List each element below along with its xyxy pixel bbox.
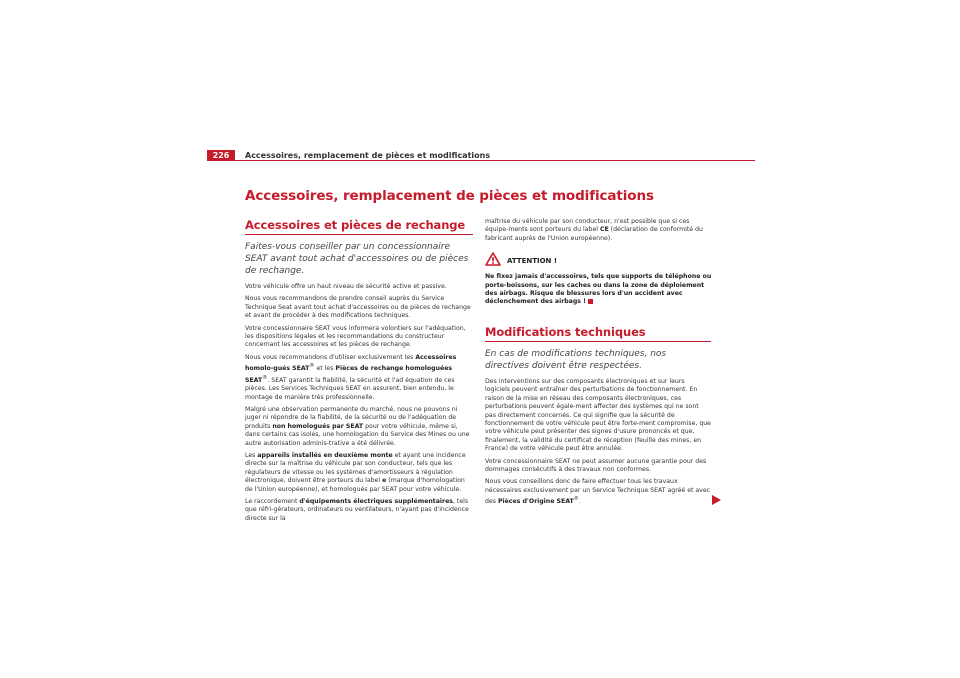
bold-term: Pièces de rechange homologuées SEAT (245, 365, 453, 384)
paragraph: Votre véhicule offre un haut niveau de sécurité active et passive. (245, 283, 447, 290)
text-span: maîtrise du véhicule par son conducteur, n'est possible que si ces équipe-ments sont porteurs du label (485, 218, 690, 234)
paragraph (485, 218, 713, 243)
text-span: (marque d'homologation de l'Union européenne), et homologués par SEAT pour votre véhicule. (245, 477, 465, 493)
bold-term: Pièces d'Origine SEAT (497, 498, 574, 506)
registered-mark: ® (262, 374, 268, 381)
heading-rule (485, 341, 711, 342)
paragraph: Nous vous recommandons de prendre conseil auprès du Service Technique Seat avant tout achat d'accessoires ou de pièces de rechange et avant de procéder à des modifications techniques. (245, 295, 471, 320)
section-heading-accessories: Accessoires et pièces de rechange (245, 218, 466, 232)
bold-term: non homologués par SEAT (272, 422, 364, 430)
paragraph (245, 354, 473, 402)
bold-term: appareils installés en deuxième monte (257, 452, 393, 460)
text-span: Les (245, 452, 258, 460)
text-span: Le raccordement (245, 498, 300, 506)
text-span: Malgré une observation permanente du marché, nous ne pouvons ni juger ni répondre de la fiabilité, de la sécurité ou de l'adéquation de produits (245, 406, 458, 430)
warning-text-block (485, 273, 713, 307)
section-lead: Faites-vous conseiller par un concessionnaire SEAT avant tout achat d'accessoires ou de pièces de rechange. (245, 242, 469, 276)
page-title: Accessoires, remplacement de pièces et modifications (245, 188, 654, 204)
left-column (245, 218, 473, 527)
warning-text: Ne fixez jamais d'accessoires, tels que supports de téléphone ou porte-boissons, sur les caches ou dans la zone de déploiement des airbags. Risque de blessures lors d'un accident avec déclenchement des airbags ! (485, 273, 712, 306)
paragraph: Votre concessionnaire SEAT vous informera volontiers sur l'adéquation, les dispositions légales et les recommandations du constructeur concernant les accessoires et les pièces de rechange. (245, 324, 466, 349)
registered-mark: ® (573, 496, 579, 503)
text-span: . (578, 498, 581, 506)
section-heading-modifications: Modifications techniques (485, 325, 646, 339)
warning-header (485, 251, 713, 270)
registered-mark: ® (309, 363, 315, 370)
paragraph (485, 478, 711, 506)
paragraph: Votre concessionnaire SEAT ne peut assumer aucune garantie pour des dommages consécutifs à des travaux non conformes. (485, 457, 707, 474)
paragraph (245, 406, 473, 448)
text-span: . SEAT garantit la fiabilité, la sécurité et l'ad équation de ces pièces. Les Services Techniques SEAT en assurent, bien entendu, le montage de manière très professionnelle. (245, 376, 455, 401)
text-span: et les (314, 365, 336, 373)
text-span: Nous vous recommandons d'utiliser exclusivement les (245, 353, 416, 361)
next-page-arrow-icon[interactable] (711, 490, 721, 509)
text-span: , tels que réfri-gérateurs, ordinateurs ou ventilateurs, n'ayant pas d'incidence directe sur la (245, 498, 469, 522)
bold-term: e (382, 477, 387, 485)
section-lead: En cas de modifications techniques, nos directives doivent être respectées. (485, 349, 667, 371)
section-technical-modifications (485, 325, 711, 511)
text-span: (déclaration de conformité du fabricant auprès de l'Union européenne). (485, 226, 703, 242)
paragraph (245, 498, 473, 523)
text-span: pour votre véhicule, même si, dans certains cas isolés, une homologation du Service des Mines ou une autre autorisation adminis-trative a été délivrée. (245, 422, 470, 447)
warning-triangle-icon (485, 251, 501, 270)
paragraph (245, 452, 473, 494)
running-head: Accessoires, remplacement de pièces et modifications (245, 151, 491, 160)
heading-rule (245, 234, 473, 235)
bold-term: d'équipements électriques supplémentaires (299, 498, 453, 506)
page-number: 226 (207, 150, 235, 161)
warning-title: ATTENTION ! (507, 256, 558, 265)
bold-term: CE (599, 226, 609, 234)
warning-box (485, 251, 713, 307)
paragraph: Des interventions sur des composants électroniques et sur leurs logiciels peuvent entraîner des perturbations de fonctionnement. En raison de la mise en réseau des composants électroniques, ces perturbations peuvent égale-ment affecter des systèmes qui ne sont pas directement concernés. Ce qui signifie que la sécurité de fonctionnement de votre véhicule peut être forte-ment compromise, que votre véhicule peut présenter des signes d'usure prononcés et que, finalement, la validité du certificat de réception (feuille des mines, en France) de votre véhicule peut être annulée. (485, 378, 711, 453)
bold-term: Accessoires homolo-gués SEAT (245, 353, 457, 373)
text-span: et ayant une incidence directe sur la maîtrise du véhicule par son conducteur, tels que les régulateurs de vitesse ou les systèmes d'amortisseurs à régulation électronique, doivent être porteurs du label (245, 452, 466, 485)
right-column (485, 218, 713, 313)
end-marker-icon (588, 299, 593, 304)
text-span: Nous vous conseillons donc de faire effectuer tous les travaux nécessaires exclusivement par un Service Technique SEAT agréé et avec des (485, 478, 711, 506)
